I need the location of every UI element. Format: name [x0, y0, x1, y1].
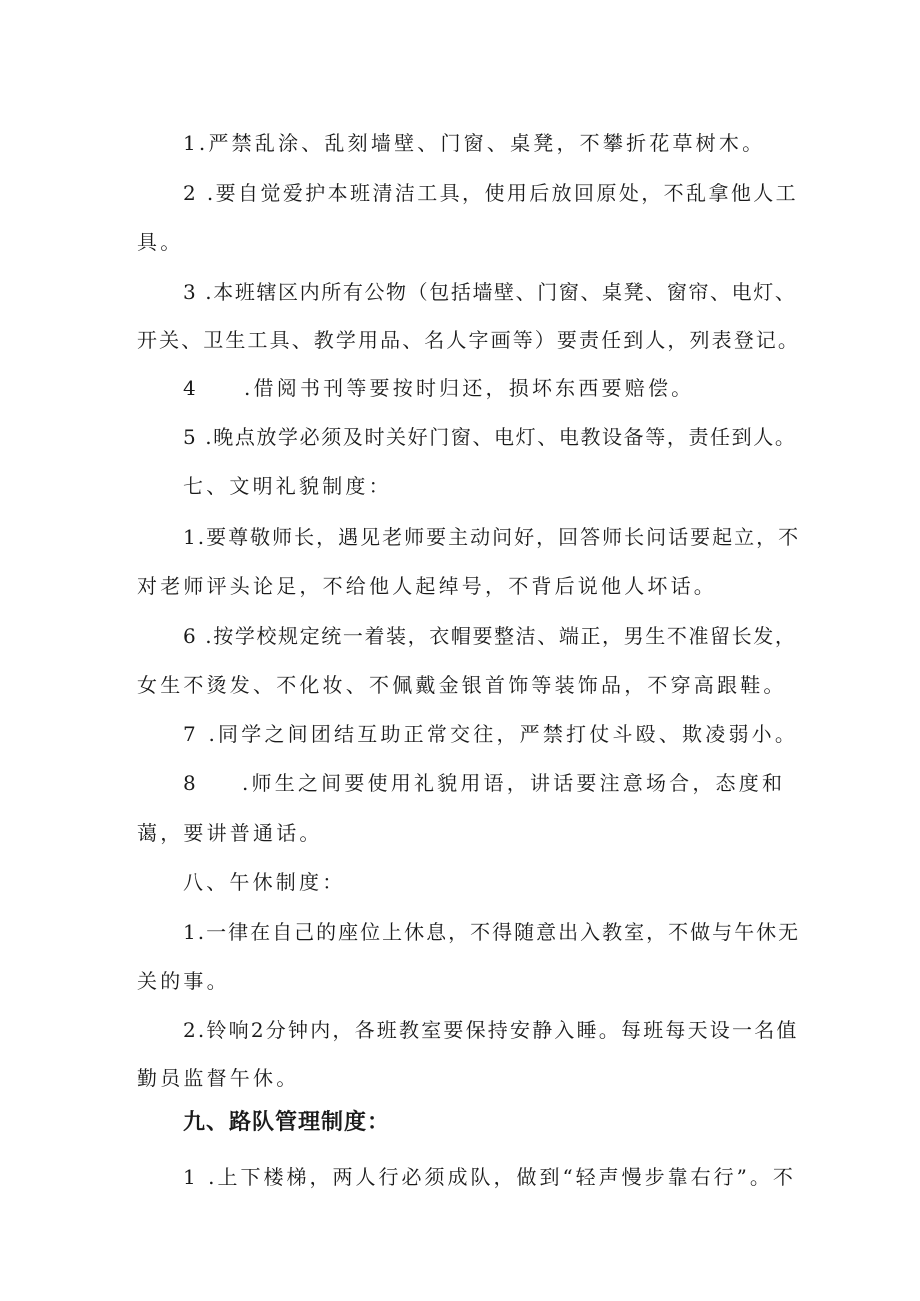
- rule-line: 2.铃响2分钟内，各班教室要保持安静入睡。每班每天设一名值: [183, 1018, 799, 1042]
- rule-line: 蔼，要讲普通话。: [137, 821, 323, 845]
- rule-line: 关的事。: [137, 969, 230, 993]
- rule-line: 2 .要自觉爱护本班清洁工具，使用后放回原处，不乱拿他人工: [183, 181, 799, 205]
- rule-line: 7 .同学之间团结互助正常交往，严禁打仗斗殴、欺凌弱小。: [183, 722, 799, 746]
- rule-line: 5 .晚点放学必须及时关好门窗、电灯、电教设备等，责任到人。: [183, 425, 797, 449]
- rule-line: 开关、卫生工具、教学用品、名人字画等）要责任到人，列表登记。: [137, 328, 800, 352]
- rule-line: 1.严禁乱涂、乱刻墙壁、门窗、桌凳，不攀折花草树木。: [183, 131, 766, 155]
- rule-line: .师生之间要使用礼貌用语，讲话要注意场合，态度和: [242, 771, 786, 795]
- section-heading: 八、午休制度：: [183, 870, 346, 894]
- section-heading: 七、文明礼貌制度：: [183, 474, 392, 498]
- rule-line: 具。: [137, 230, 184, 254]
- section-heading-bold: 九、路队管理制度：: [183, 1110, 391, 1135]
- rule-line: .借阅书刊等要按时归还，损坏东西要赔偿。: [244, 376, 695, 400]
- rule-number: 4: [183, 376, 199, 400]
- rule-line: 1 .上下楼梯，两人行必须成队，做到“轻声慢步靠右行”。不: [183, 1165, 796, 1189]
- rule-line: 1.要尊敬师长，遇见老师要主动问好，回答师长问话要起立，不: [183, 525, 801, 549]
- rule-line: 6 .按学校规定统一着装，衣帽要整洁、端正，男生不准留长发，: [183, 624, 797, 648]
- rule-line: 1.一律在自己的座位上休息，不得随意出入教室，不做与午休无: [183, 920, 801, 944]
- rule-line: 3 .本班辖区内所有公物（包括墙壁、门窗、桌凳、窗帘、电灯、: [183, 280, 797, 304]
- rule-line: 女生不烫发、不化妆、不佩戴金银首饰等装饰品，不穿高跟鞋。: [137, 673, 787, 697]
- rule-number: 8: [183, 771, 199, 795]
- rule-line: 勤员监督午休。: [137, 1066, 300, 1090]
- rule-line: 对老师评头论足，不给他人起绰号，不背后说他人坏话。: [137, 574, 717, 598]
